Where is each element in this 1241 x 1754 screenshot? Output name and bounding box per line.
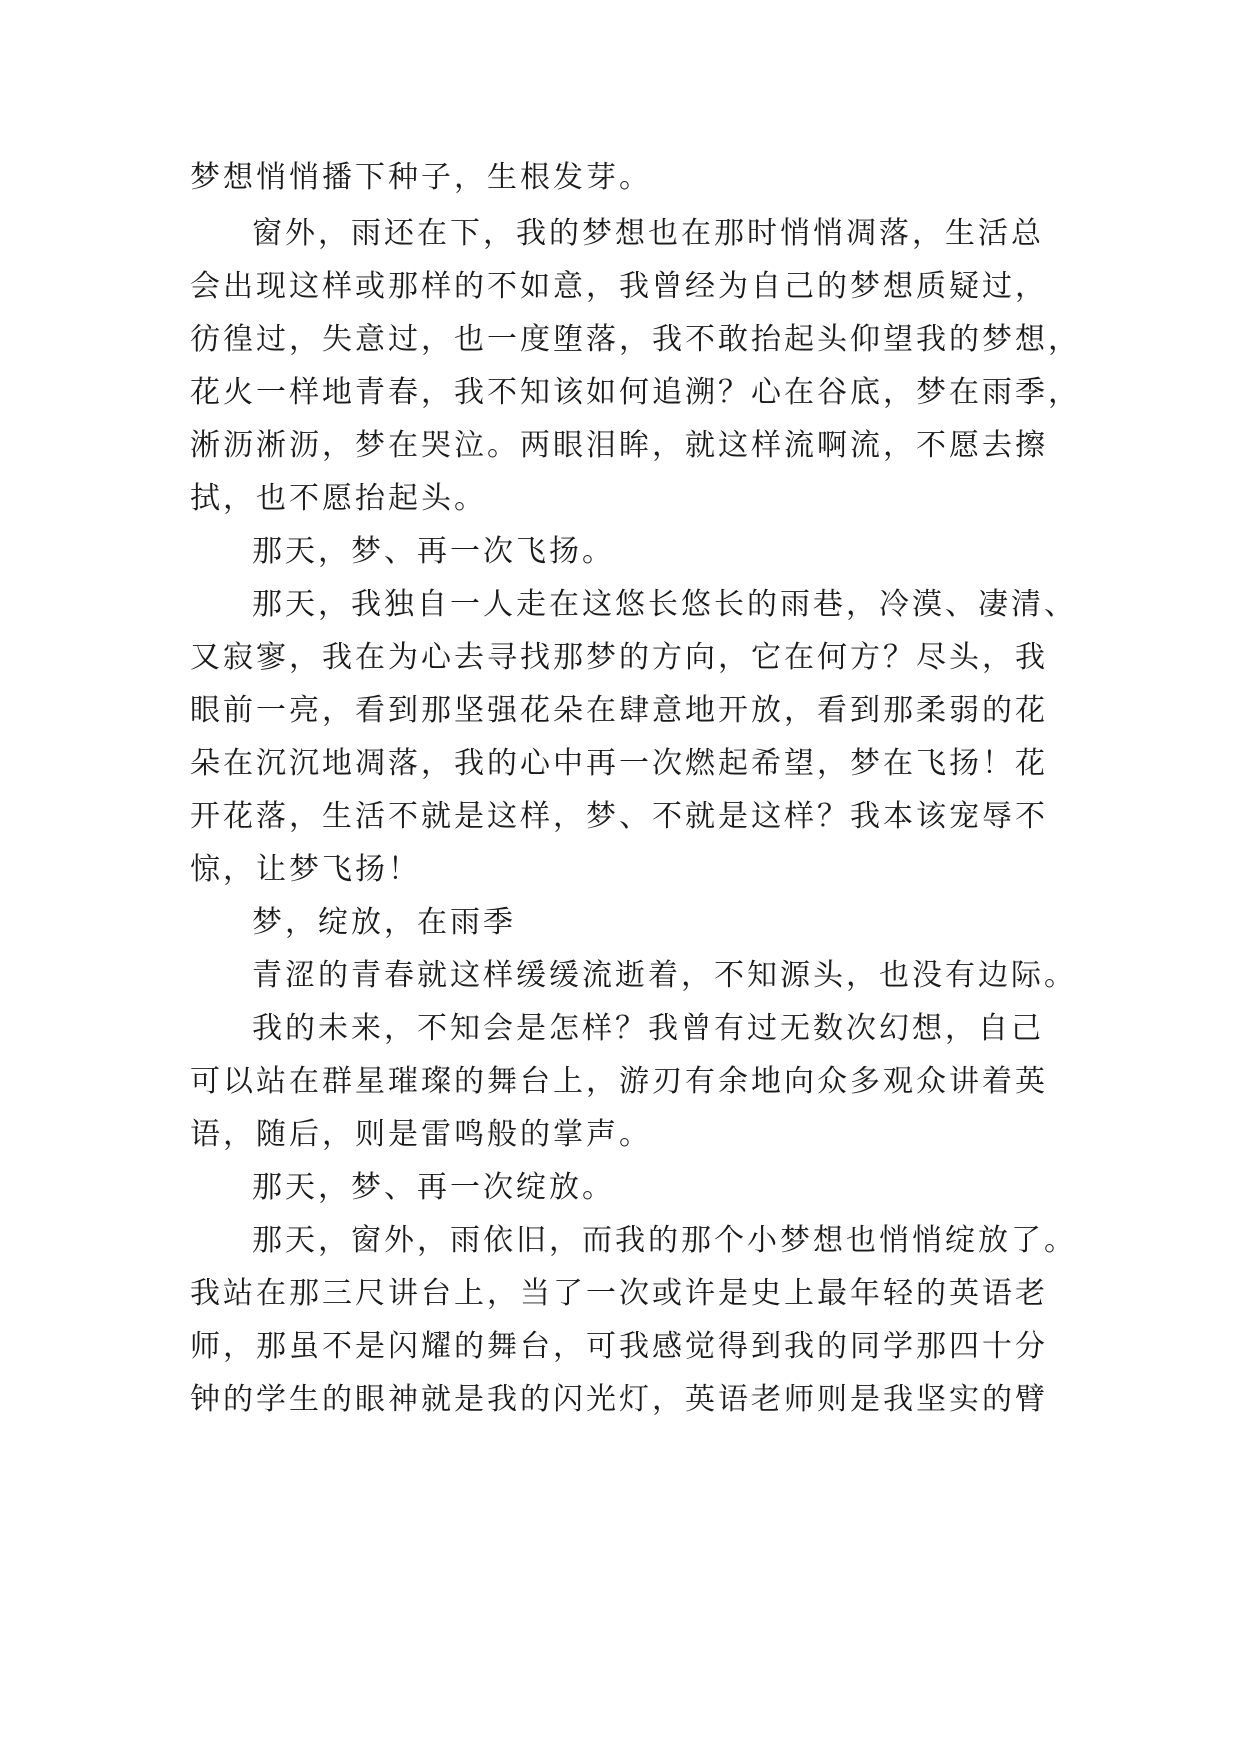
text-line: 又寂寥，我在为心去寻找那梦的方向，它在何方？尽头，我: [190, 640, 1048, 675]
text-line: 彷徨过，失意过，也一度堕落，我不敢抬起头仰望我的梦想，: [190, 322, 1081, 357]
paragraph-start: 那天，梦、再一次绽放。: [252, 1170, 615, 1205]
text-line: 我站在那三尺讲台上，当了一次或许是史上最年轻的英语老: [190, 1276, 1048, 1311]
text-line: 开花落，生活不就是这样，梦、不就是这样？我本该宠辱不: [190, 799, 1048, 834]
paragraph-start: 窗外，雨还在下，我的梦想也在那时悄悄凋落，生活总: [252, 216, 1044, 251]
text-line: 梦想悄悄播下种子，生根发芽。: [190, 160, 652, 195]
text-line: 师，那虽不是闪耀的舞台，可我感觉得到我的同学那四十分: [190, 1329, 1048, 1364]
paragraph-start: 那天，窗外，雨依旧，而我的那个小梦想也悄悄绽放了。: [252, 1223, 1077, 1258]
text-line: 惊，让梦飞扬！: [190, 852, 421, 887]
text-line: 拭，也不愿抬起头。: [190, 481, 487, 516]
text-line: 朵在沉沉地凋落，我的心中再一次燃起希望，梦在飞扬！花: [190, 746, 1048, 781]
paragraph-start: 那天，我独自一人走在这悠长悠长的雨巷，冷漠、凄清、: [252, 587, 1077, 622]
text-line: 语，随后，则是雷鸣般的掌声。: [190, 1117, 652, 1152]
paragraph-start: 那天，梦、再一次飞扬。: [252, 534, 615, 569]
text-line: 花火一样地青春，我不知该如何追溯？心在谷底，梦在雨季，: [190, 375, 1081, 410]
text-line: 钟的学生的眼神就是我的闪光灯，英语老师则是我坚实的臂: [190, 1382, 1048, 1417]
paragraph-start: 我的未来，不知会是怎样？我曾有过无数次幻想，自己: [252, 1011, 1044, 1046]
text-line: 眼前一亮，看到那坚强花朵在肆意地开放，看到那柔弱的花: [190, 693, 1048, 728]
text-line: 可以站在群星璀璨的舞台上，游刃有余地向众多观众讲着英: [190, 1064, 1048, 1099]
text-line: 会出现这样或那样的不如意，我曾经为自己的梦想质疑过，: [190, 269, 1048, 304]
section-heading: 梦，绽放，在雨季: [252, 905, 516, 940]
paragraph-start: 青涩的青春就这样缓缓流逝着，不知源头，也没有边际。: [252, 958, 1077, 993]
text-line: 淅沥淅沥，梦在哭泣。两眼泪眸，就这样流啊流，不愿去擦: [190, 428, 1048, 463]
